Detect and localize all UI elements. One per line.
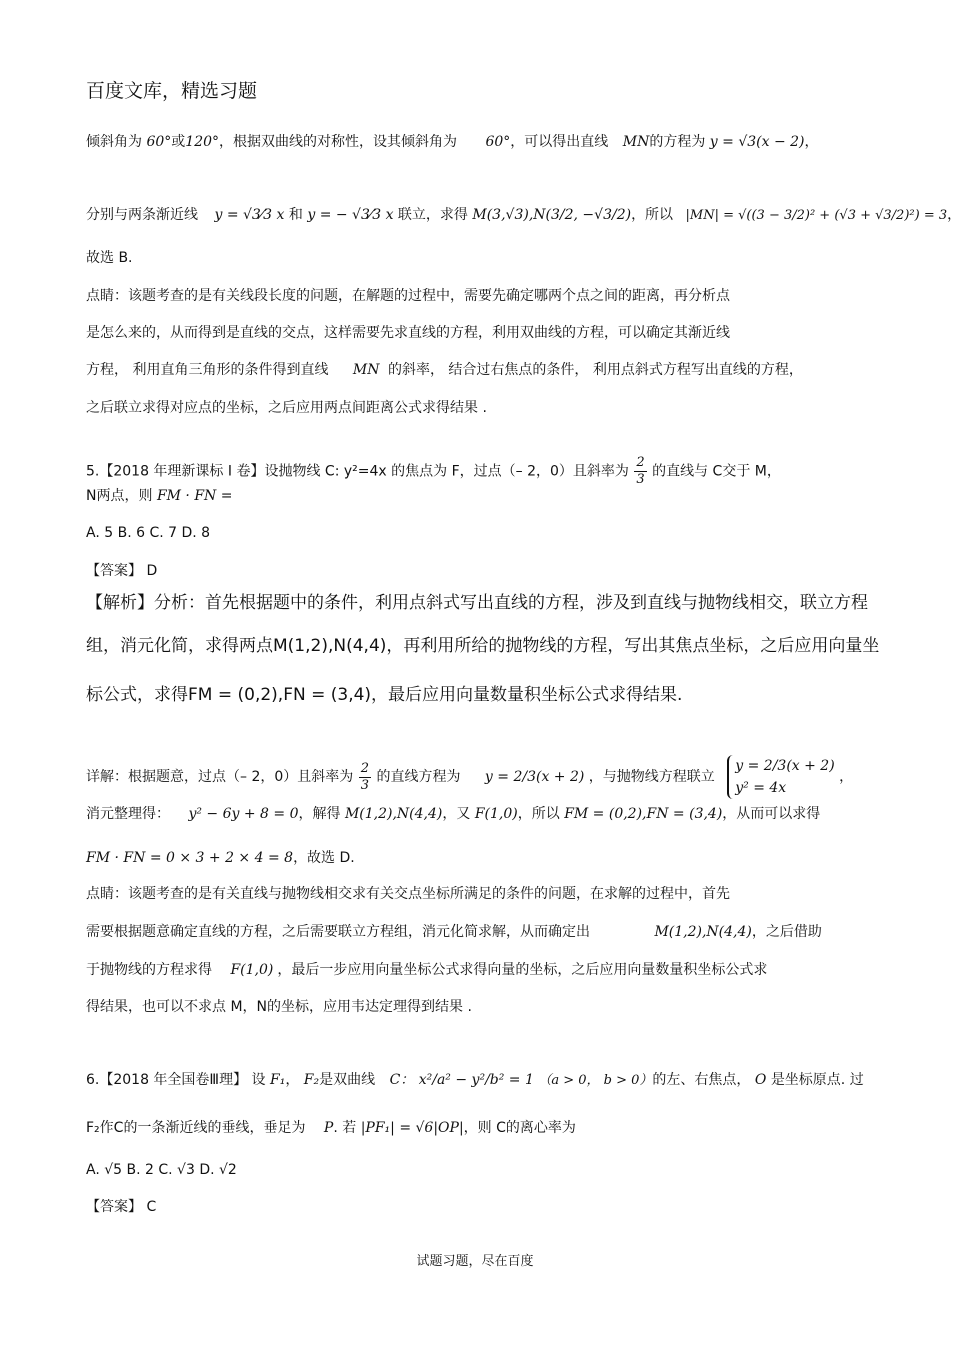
question-5-answer: 【答案】 D	[86, 563, 158, 579]
math-asymptote-2: y = − √3⁄3 x	[307, 207, 394, 223]
text: 的斜率， 结合过右焦点的条件， 利用点斜式方程写出直线的方程，	[387, 362, 803, 378]
system-eq-1: y = 2/3(x + 2)	[735, 758, 835, 774]
text: ，故选 D.	[293, 850, 355, 866]
detail-line-3	[86, 848, 355, 868]
text: 倾斜角为	[86, 134, 142, 150]
math-solutions: M(1,2),N(4,4)	[654, 924, 752, 940]
comment-line: 得结果，也可以不求点 M，N的坐标，应用韦达定理得到结果 .	[86, 999, 472, 1015]
comment-line: 是怎么来的，从而得到是直线的交点，这样需要先求直线的方程，利用双曲线的方程，可以确定其渐近线	[86, 325, 730, 341]
text: 于抛物线的方程求得	[86, 962, 212, 978]
question-5-line-1	[86, 455, 781, 488]
math-vectors: FM = (0,2),FN = (3,4)	[564, 806, 723, 822]
math-mn: MN	[352, 362, 380, 378]
math-f1: F₁	[270, 1072, 286, 1088]
document-header: 百度文库，精选习题	[86, 80, 258, 102]
math-c: C：	[389, 1072, 415, 1088]
text: ，可以得出直线	[510, 134, 609, 150]
text: 的方程为	[649, 134, 706, 150]
text: 和	[288, 207, 303, 223]
comment-line	[86, 360, 803, 380]
text: 的左、右焦点，	[652, 1072, 751, 1088]
text: ，解得	[298, 806, 341, 822]
text: 或	[171, 134, 186, 150]
text: ，	[947, 207, 961, 223]
math-relation: |PF₁| = √6|OP|	[360, 1120, 464, 1136]
math-mn: MN	[622, 134, 650, 150]
math-system	[727, 755, 834, 799]
math-focus: F(1,0)	[230, 962, 274, 978]
text: 是坐标原点. 过	[770, 1072, 864, 1088]
text: 6.【2018 年全国卷Ⅲ理】 设	[86, 1072, 266, 1088]
text: 的直线方程为	[376, 769, 461, 785]
math-f2: F₂	[303, 1072, 320, 1088]
math-distance: |MN| = √((3 − 3/2)² + (√3 + √3/2)²) = 3	[685, 208, 948, 223]
math-angle: 60°	[146, 134, 172, 150]
text: 需要根据题意确定直线的方程，之后需要联立方程组，消元化简求解，从而确定出	[86, 924, 590, 940]
math-asymptote-1: y = √3⁄3 x	[214, 207, 285, 223]
question-6-options: A. √5 B. 2 C. √3 D. √2	[86, 1162, 237, 1178]
detail-line-2	[86, 804, 820, 824]
document-footer: 试题习题，尽在百度	[416, 1254, 534, 1269]
system-eq-2: y² = 4x	[735, 780, 787, 796]
question-6-line-1	[86, 1070, 864, 1091]
math-p: P	[323, 1120, 334, 1136]
paragraph-inclination	[86, 132, 819, 152]
math-angle: 120°	[185, 134, 220, 150]
math-dot-product: FM · FN =	[156, 488, 233, 504]
text: 消元整理得：	[86, 806, 170, 822]
text: F₂作C的一条渐近线的垂线，垂足为	[86, 1120, 306, 1136]
math-line-equation: y = √3(x − 2)	[709, 134, 805, 150]
math-dot-result: FM · FN = 0 × 3 + 2 × 4 = 8	[86, 850, 294, 866]
text: ，	[804, 134, 819, 150]
math-angle: 60°	[485, 134, 511, 150]
text: ，与抛物线方程联立	[588, 769, 715, 785]
math-line-equation: y = 2/3(x + 2)	[484, 769, 585, 785]
question-5-options: A. 5 B. 6 C. 7 D. 8	[86, 525, 211, 541]
text: ，根据双曲线的对称性，设其倾斜角为	[219, 134, 458, 150]
text: . 若	[333, 1120, 357, 1136]
text: ，最后一步应用向量坐标公式求得向量的坐标，之后应用向量数量积坐标公式求	[277, 962, 768, 978]
math-condition: （a > 0， b > 0）	[538, 1073, 653, 1088]
text: ，所以	[631, 207, 674, 223]
text: 的直线与 C交于 M，	[652, 463, 781, 480]
math-slope: $\frac{2}{3}$	[636, 455, 645, 487]
text: 联立，求得	[397, 207, 468, 223]
detail-line-1: 详解：根据题意，过点（– 2，0）且斜率为 $\frac{2}{3}$ 的直线方程为 y = 2/3(x + 2) ，与抛物线方程联立 y = 2/3(x + 2) y² = 4x ，	[86, 755, 853, 799]
math-hyperbola: x²/a² − y²/b² = 1	[418, 1072, 534, 1088]
text: 是双曲线	[319, 1072, 376, 1088]
text: ，之后借助	[751, 924, 822, 940]
text: ，又	[442, 806, 471, 822]
math-points: M(3,√3),N(3/2, −√3/2)	[472, 207, 632, 223]
math-slope: $\frac{2}{3}$	[360, 760, 369, 793]
analysis-line: 【解析】分析：首先根据题中的条件，利用点斜式写出直线的方程，涉及到直线与抛物线相交，联立方程	[86, 593, 868, 613]
question-5-line-2	[86, 486, 232, 506]
math-origin: O	[754, 1072, 767, 1088]
analysis-line: 标公式，求得FM = (0,2),FN = (3,4)，最后应用向量数量积坐标公式求得结果.	[86, 685, 683, 705]
comment-line: 之后联立求得对应点的坐标，之后应用两点间距离公式求得结果 .	[86, 400, 487, 416]
math-solutions: M(1,2),N(4,4)	[344, 806, 443, 822]
text: 方程， 利用直角三角形的条件得到直线	[86, 362, 329, 378]
text: ，从而可以求得	[722, 806, 821, 822]
math-quadratic: y² − 6y + 8 = 0	[188, 806, 299, 822]
comment-line	[86, 960, 767, 980]
comment-line: 点睛：该题考查的是有关线段长度的问题，在解题的过程中，需要先确定哪两个点之间的距离，再分析点	[86, 288, 730, 304]
math-focus: F(1,0)	[474, 806, 518, 822]
paragraph-asymptotes	[86, 205, 961, 226]
text: N两点，则	[86, 488, 153, 504]
text: ，	[285, 1072, 300, 1088]
analysis-line: 组，消元化简，求得两点M(1,2),N(4,4)，再利用所给的抛物线的方程，写出其焦点坐标，之后应用向量坐	[86, 636, 880, 656]
text: ，则 C的离心率为	[463, 1120, 576, 1136]
text: 5.【2018 年理新课标 Ⅰ 卷】设抛物线 C: y²=4x 的焦点为 F，过点（– 2，0）且斜率为	[86, 463, 629, 480]
text: 分别与两条渐近线	[86, 207, 198, 223]
text: ，所以	[517, 806, 560, 822]
text: 详解：根据题意，过点（– 2，0）且斜率为	[86, 769, 354, 785]
comment-line	[86, 922, 822, 942]
question-6-answer: 【答案】 C	[86, 1199, 157, 1215]
question-6-line-2	[86, 1118, 576, 1138]
paragraph-choose-b: 故选 B.	[86, 250, 133, 266]
comment-line: 点睛：该题考查的是有关直线与抛物线相交求有关交点坐标所满足的条件的问题，在求解的过程中，首先	[86, 886, 730, 902]
